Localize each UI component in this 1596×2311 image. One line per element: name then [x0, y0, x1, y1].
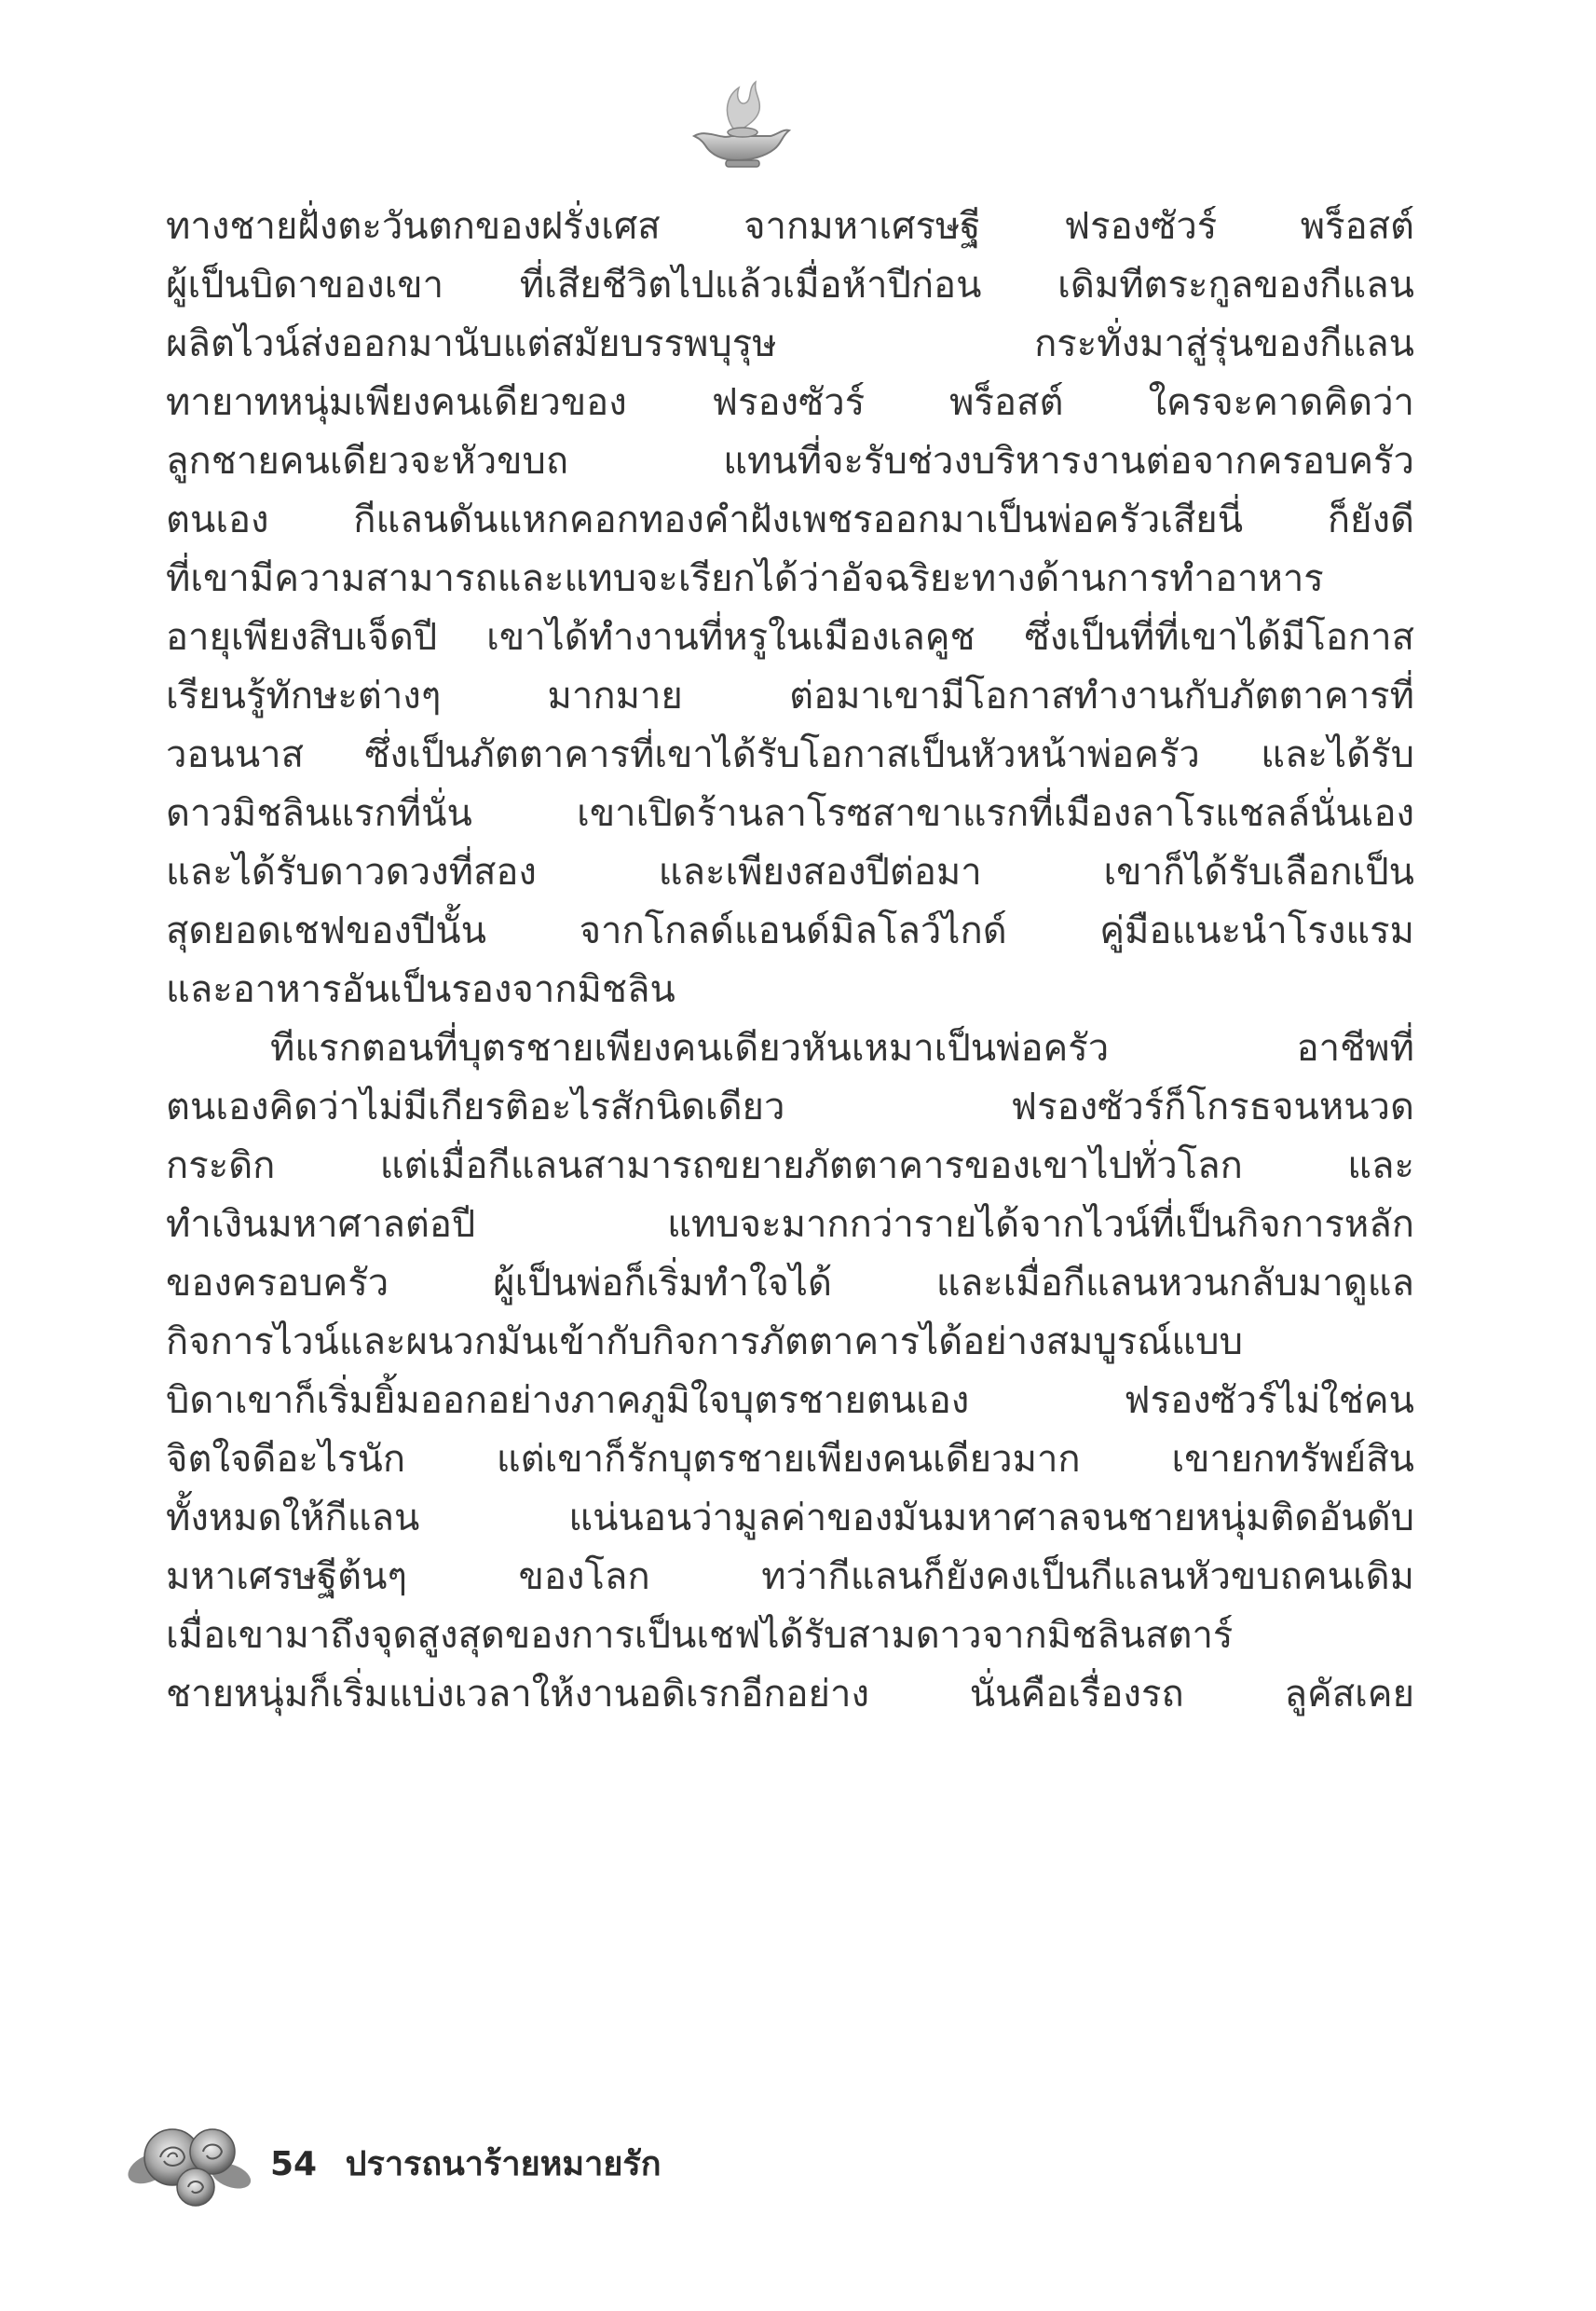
text-line: ทำเงินมหาศาลต่อปี แทบจะมากกว่ารายได้จากไวน์ที่เป็นกิจการหลัก — [166, 1203, 1414, 1246]
text-line: ทั้งหมดให้กีแลน แน่นอนว่ามูลค่าของมันมหาศาลจนชายหนุ่มติดอันดับ — [166, 1497, 1414, 1539]
book-title: ปรารถนาร้ายหมายรัก — [345, 2145, 662, 2183]
text-line: สุดยอดเชฟของปีนั้น จากโกลด์แอนด์มิลโลว์ไกด์ คู่มือแนะนำโรงแรม — [166, 909, 1414, 952]
text-line: ลูกชายคนเดียวจะหัวขบถ แทนที่จะรับช่วงบริหารงานต่อจากครอบครัว — [166, 440, 1414, 483]
footer-label — [270, 2137, 662, 2190]
text-line: กิจการไวน์และผนวกมันเข้ากับกิจการภัตตาคารได้อย่างสมบูรณ์แบบ — [166, 1320, 1243, 1363]
roses-icon — [121, 2111, 256, 2208]
magic-lamp-icon — [685, 75, 797, 177]
text-line: เรียนรู้ทักษะต่างๆ มากมาย ต่อมาเขามีโอกาสทำงานกับภัตตาคารที่ — [166, 675, 1414, 718]
text-line: มหาเศรษฐีต้นๆ ของโลก ทว่ากีแลนก็ยังคงเป็นกีแลนหัวขบถคนเดิม — [166, 1555, 1414, 1598]
chapter-body-text — [166, 198, 1414, 1724]
text-line: กระดิก แต่เมื่อกีแลนสามารถขยายภัตตาคารของเขาไปทั่วโลก และ — [166, 1144, 1414, 1187]
page-footer — [121, 2111, 773, 2213]
text-line: และอาหารอันเป็นรองจากมิชลิน — [166, 968, 675, 1011]
text-line: ดาวมิชลินแรกที่นั่น เขาเปิดร้านลาโรซสาขาแรกที่เมืองลาโรแชลล์นั่นเอง — [166, 792, 1414, 835]
text-line: เมื่อเขามาถึงจุดสูงสุดของการเป็นเชฟได้รับสามดาวจากมิชลินสตาร์ — [166, 1614, 1234, 1657]
text-line: ตนเองคิดว่าไม่มีเกียรติอะไรสักนิดเดียว ฟรองซัวร์ก็โกรธจนหนวด — [166, 1086, 1414, 1128]
text-line: ของครอบครัว ผู้เป็นพ่อก็เริ่มทำใจได้ และเมื่อกีแลนหวนกลับมาดูแล — [166, 1262, 1414, 1305]
text-line: วอนนาส ซึ่งเป็นภัตตาคารที่เขาได้รับโอกาสเป็นหัวหน้าพ่อครัว และได้รับ — [166, 733, 1414, 776]
text-line: และได้รับดาวดวงที่สอง และเพียงสองปีต่อมา เขาก็ได้รับเลือกเป็น — [166, 851, 1414, 894]
text-line: ทายาทหนุ่มเพียงคนเดียวของ ฟรองซัวร์ พร็อสต์ ใครจะคาดคิดว่า — [166, 381, 1414, 424]
text-line: ทางชายฝั่งตะวันตกของฝรั่งเศส จากมหาเศรษฐี ฟรองซัวร์ พร็อสต์ — [166, 205, 1414, 248]
text-line: บิดาเขาก็เริ่มยิ้มออกอย่างภาคภูมิใจบุตรชายตนเอง ฟรองซัวร์ไม่ใช่คน — [166, 1379, 1414, 1422]
page-number: 54 — [270, 2145, 318, 2183]
text-line: ที่เขามีความสามารถและแทบจะเรียกได้ว่าอัจฉริยะทางด้านการทำอาหาร — [166, 557, 1324, 600]
text-line: จิตใจดีอะไรนัก แต่เขาก็รักบุตรชายเพียงคนเดียวมาก เขายกทรัพย์สิน — [166, 1438, 1414, 1481]
text-line: ผู้เป็นบิดาของเขา ที่เสียชีวิตไปแล้วเมื่อห้าปีก่อน เดิมทีตระกูลของกีแลน — [166, 264, 1414, 307]
text-line: ทีแรกตอนที่บุตรชายเพียงคนเดียวหันเหมาเป็นพ่อครัว อาชีพที่ — [270, 1027, 1414, 1070]
text-line: ตนเอง กีแลนดันแหกคอกทองคำฝังเพชรออกมาเป็นพ่อครัวเสียนี่ ก็ยังดี — [166, 499, 1414, 541]
text-line: อายุเพียงสิบเจ็ดปี เขาได้ทำงานที่หรูในเมืองเลคูช ซึ่งเป็นที่ที่เขาได้มีโอกาส — [166, 616, 1414, 659]
text-line: ผลิตไวน์ส่งออกมานับแต่สมัยบรรพบุรุษ กระทั่งมาสู่รุ่นของกีแลน — [166, 322, 1414, 365]
text-line: ชายหนุ่มก็เริ่มแบ่งเวลาให้งานอดิเรกอีกอย่าง นั่นคือเรื่องรถ ลูคัสเคย — [166, 1673, 1414, 1716]
